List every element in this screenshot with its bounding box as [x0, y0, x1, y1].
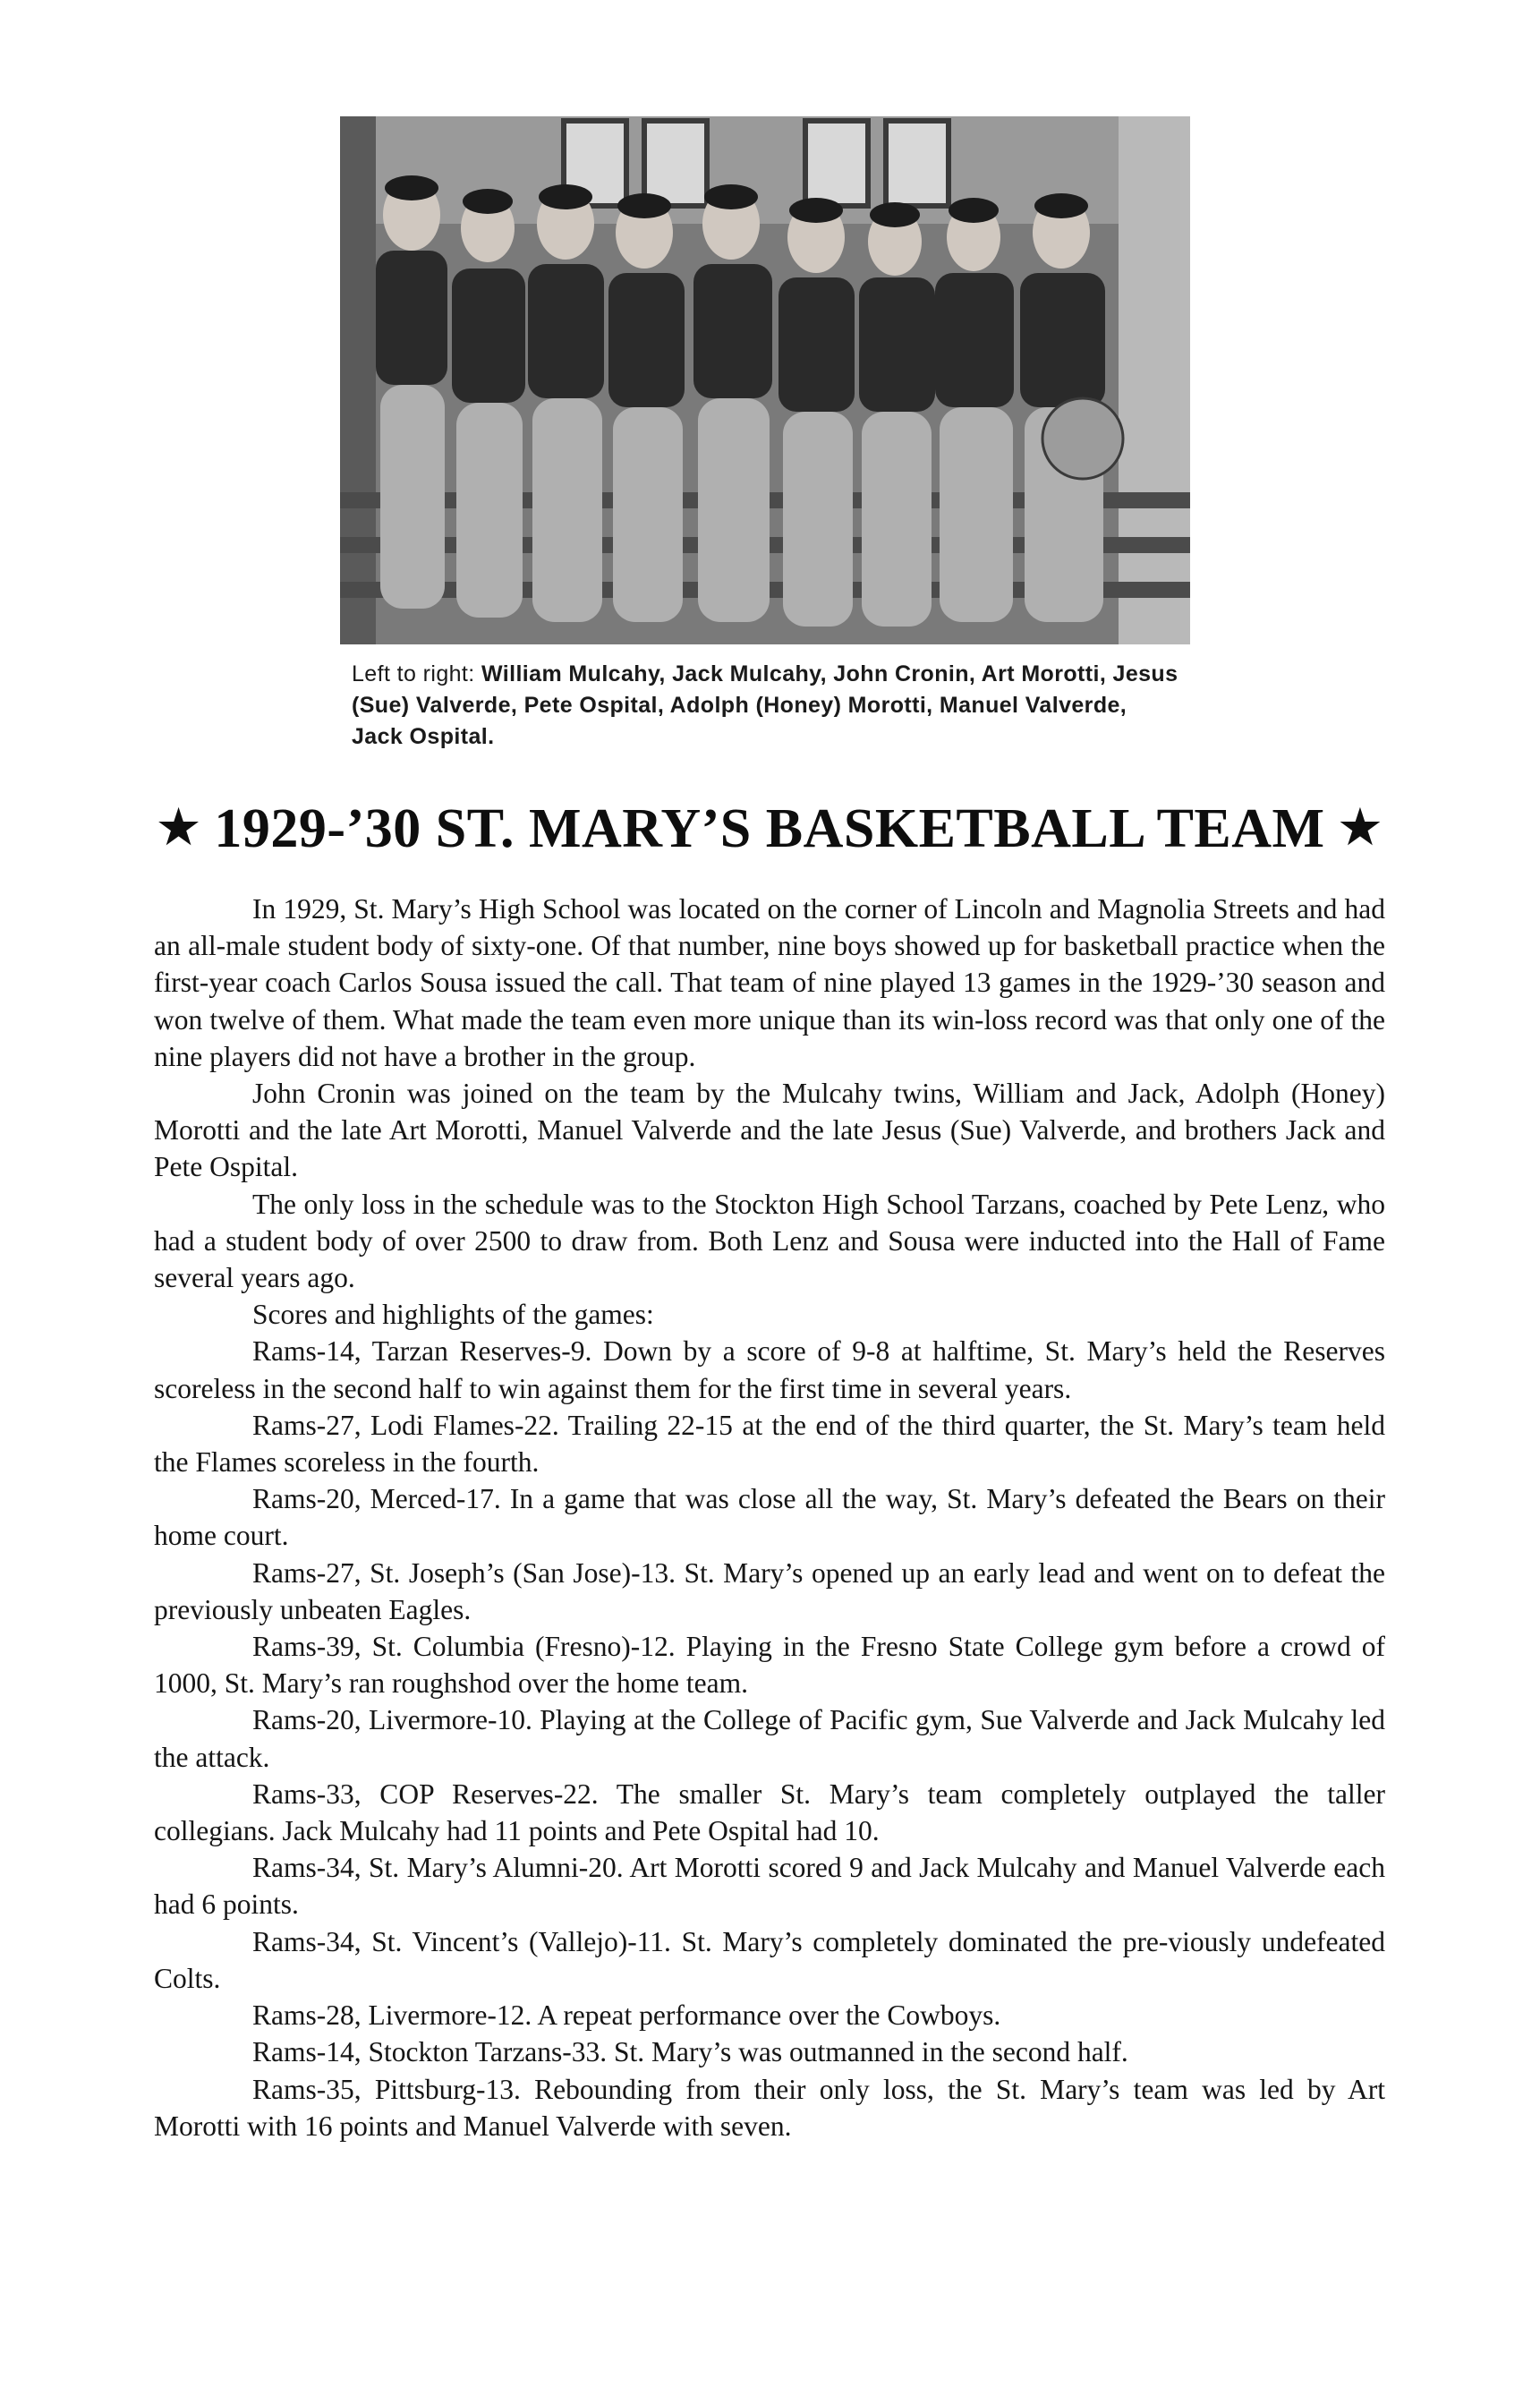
paragraph: John Cronin was joined on the team by the Mulcahy twins, William and Jack, Adolph (Honey) Morotti and the late Art Morotti, Manuel Valverde and the late Jesus (Sue) Valverde, and brothers Jack and Pete Ospital.: [154, 1078, 1385, 1183]
paragraph: Rams-14, Stockton Tarzans-33. St. Mary’s was outmanned in the second half.: [252, 2036, 1128, 2068]
star-icon-left: ★: [157, 803, 200, 854]
paragraph: Scores and highlights of the games:: [252, 1299, 654, 1331]
paragraph: Rams-39, St. Columbia (Fresno)-12. Playing in the Fresno State College gym before a crowd of 1000, St. Mary’s ran roughshod over the home team.: [154, 1631, 1385, 1700]
basketball-icon: [1042, 398, 1123, 479]
paragraph: Rams-35, Pittsburg-13. Rebounding from their only loss, the St. Mary’s team was led by Art Morotti with 16 points and Manuel Valverde with seven.: [154, 2073, 1385, 2142]
paragraph: Rams-28, Livermore-12. A repeat performance over the Cowboys.: [252, 1999, 1001, 2032]
paragraph: Rams-34, St. Vincent’s (Vallejo)-11. St. Mary’s completely dominated the pre-viously undefeated Colts.: [154, 1925, 1385, 1994]
team-photo: [340, 116, 1190, 644]
title-text: 1929-’30 ST. MARY’S BASKETBALL TEAM: [214, 798, 1325, 859]
paragraph: The only loss in the schedule was to the Stockton High School Tarzans, coached by Pete Lenz, who had a student body of over 2500 to draw from. Both Lenz and Sousa were inducted into the Hall of Fame several years ago.: [154, 1188, 1385, 1294]
caption-lead: Left to right:: [352, 661, 475, 686]
paragraph: Rams-20, Merced-17. In a game that was close all the way, St. Mary’s defeated the Bears on their home court.: [154, 1483, 1385, 1552]
team-photo-illustration: [340, 116, 1190, 644]
page-title: [134, 793, 1405, 868]
article-body: [154, 891, 1385, 2144]
paragraph: Rams-27, Lodi Flames-22. Trailing 22-15 at the end of the third quarter, the St. Mary’s team held the Flames scoreless in the fourth.: [154, 1409, 1385, 1479]
paragraph: Rams-33, COP Reserves-22. The smaller St. Mary’s team completely outplayed the taller collegians. Jack Mulcahy had 11 points and Pete Ospital had 10.: [154, 1777, 1385, 1847]
caption-names: William Mulcahy, Jack Mulcahy, John Cronin, Art Morotti, Jesus (Sue) Valverde, Pete Ospital, Adolph (Honey) Morotti, Manuel Valverde, Jack Ospital.: [352, 661, 1178, 749]
paragraph: Rams-27, St. Joseph’s (San Jose)-13. St. Mary’s opened up an early lead and went on to defeat the previously unbeaten Eagles.: [154, 1556, 1385, 1625]
star-icon-right: ★: [1339, 803, 1382, 854]
paragraph: Rams-20, Livermore-10. Playing at the College of Pacific gym, Sue Valverde and Jack Mulcahy led the attack.: [154, 1704, 1385, 1773]
paragraph: Rams-34, St. Mary’s Alumni-20. Art Morotti scored 9 and Jack Mulcahy and Manuel Valverde each had 6 points.: [154, 1852, 1385, 1921]
photo-caption: [352, 659, 1184, 753]
paragraph: In 1929, St. Mary’s High School was located on the corner of Lincoln and Magnolia Streets and had an all-male student body of sixty-one. Of that number, nine boys showed up for basketball practice when the first-year coach Carlos Sousa issued the call. That team of nine played 13 games in the 1929-’30 season and won twelve of them. What made the team even more unique than its win-loss record was that only one of the nine players did not have a brother in the group.: [154, 893, 1385, 1072]
paragraph: Rams-14, Tarzan Reserves-9. Down by a score of 9-8 at halftime, St. Mary’s held the Reserves scoreless in the second half to win against them for the first time in several years.: [154, 1335, 1385, 1404]
